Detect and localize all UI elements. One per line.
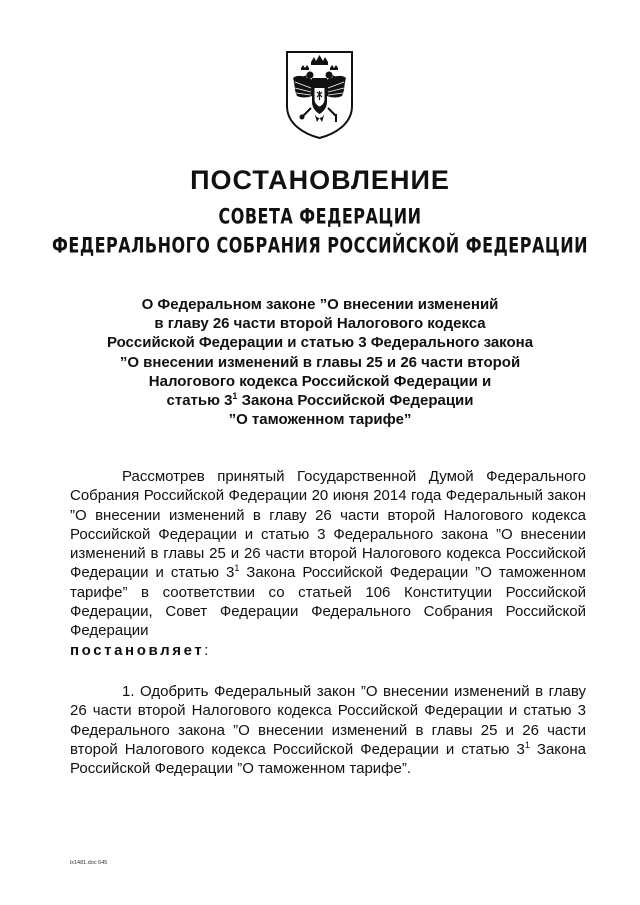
subject-line: в главу 26 части второй Налогового кодекса [154,315,486,333]
document-title: ПОСТАНОВЛЕНИЕ [190,165,450,195]
subject-line: Российской Федерации и статью 3 Федерального закона [106,334,534,352]
subject-text: Закона Российской Федерации [237,392,474,410]
superscript: 1 [232,391,238,402]
decree-colon: : [204,641,209,659]
superscript: 1 [234,563,240,574]
subject-line: Налогового кодекса Российской Федерации и [148,372,492,390]
decree-word: постановляет [70,641,205,659]
coat-of-arms-emblem [283,48,356,140]
decree-line [70,641,586,660]
resolution-part-2: Закона Российской Федерации ”О таможенном тарифе”. [70,740,586,778]
subject-line: ”О таможенном тарифе” [228,411,412,429]
issuer-line-2: ФЕДЕРАЛЬНОГО СОБРАНИЯ РОССИЙСКОЙ ФЕДЕРАЦИИ [52,232,588,258]
issuer-line-1: СОВЕТА ФЕДЕРАЦИИ [218,203,422,229]
resolution-part-1: 1. Одобрить Федеральный закон ”О внесении изменений в главу 26 части второй Налогового кодекса Российской Федерации и статью 3 Федерального закона ”О внесении изменений в главы 25 и 26 части второй Налогового кодекса Российской Федерации и статью 3 [70,683,586,758]
preamble-part-2: Закона Российской Федерации ”О таможенном тарифе” в соответствии со статьей 106 Конституции Российской Федерации, Совет Федерации Федерального Собрания Российской Федерации [70,564,586,640]
preamble-paragraph [70,467,586,660]
resolution-item-1 [70,682,586,778]
subject-line: ”О внесении изменений в главы 25 и 26 части второй [119,353,521,371]
subject-text: статью 3 [166,392,233,410]
file-code-footer: lx1481.doc 645 [70,860,108,866]
subject-block [80,295,560,429]
superscript: 1 [524,739,530,750]
subject-line: О Федеральном законе ”О внесении изменений [141,296,499,313]
preamble-part-1: Рассмотрев принятый Государственной Думой Федерального Собрания Российской Федерации 20 июня 2014 года Федеральный закон ”О внесении изменений в главу 26 части второй Налогового кодекса Российской Федерации и статью 3 Федерального закона ”О внесении изменений в главы 25 и 26 части второй Налогового кодекса Российской Федерации и статью 3 [70,468,586,582]
subject-line [80,391,560,410]
preamble-text [70,467,586,641]
